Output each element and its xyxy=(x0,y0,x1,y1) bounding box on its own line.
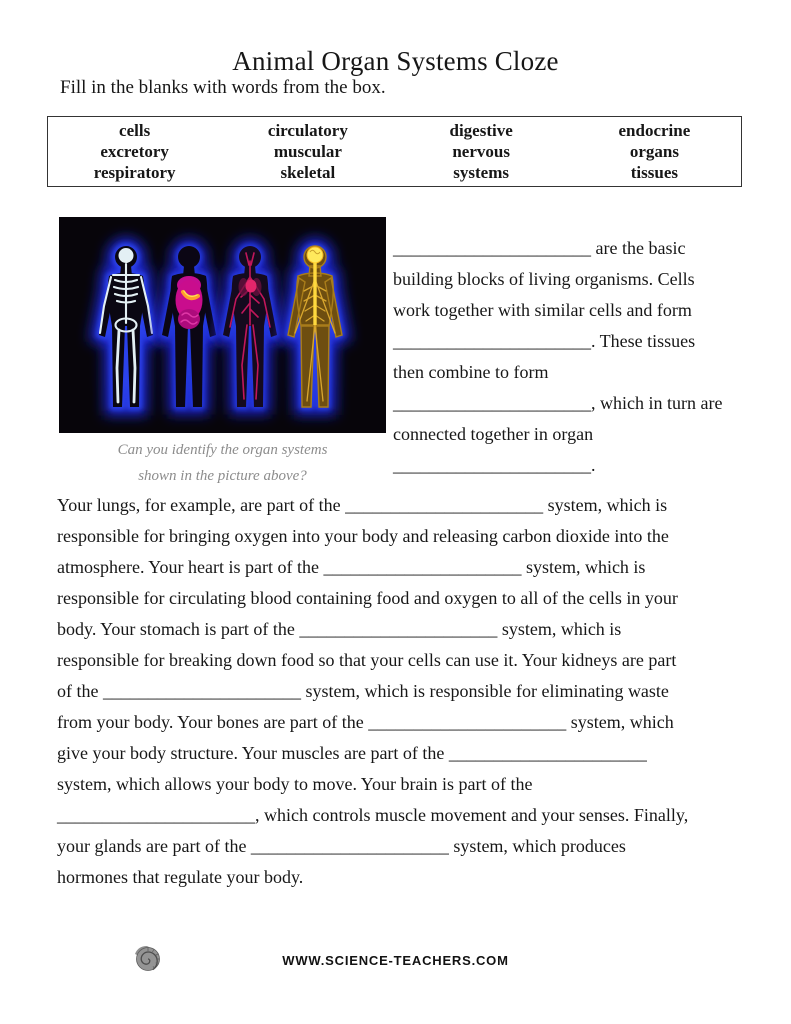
cloze-line: hormones that regulate your body. xyxy=(57,867,304,887)
cloze-line: from your body. Your bones are part of the ______________________ system, which xyxy=(57,712,674,732)
circulatory-system-figure xyxy=(223,246,277,407)
cloze-line: system, which allows your body to move. Your brain is part of the xyxy=(57,774,533,794)
cloze-line: body. Your stomach is part of the ______________________ system, which is xyxy=(57,619,622,639)
cloze-line: work together with similar cells and form xyxy=(393,300,692,320)
cloze-line: your glands are part of the ______________________ system, which produces xyxy=(57,836,626,856)
word-box-word: respiratory xyxy=(93,163,176,182)
cloze-line: connected together in organ xyxy=(393,424,594,444)
word-box-word: excretory xyxy=(100,142,169,161)
cloze-line: atmosphere. Your heart is part of the ______________________ system, which is xyxy=(57,557,646,577)
nervous-system-figure xyxy=(288,246,342,407)
cloze-line: give your body structure. Your muscles are part of the ______________________ xyxy=(57,743,647,763)
word-box xyxy=(47,116,742,187)
cloze-line: Your lungs, for example, are part of the ______________________ system, which is xyxy=(57,495,668,515)
figure-caption-line: shown in the picture above? xyxy=(138,468,307,484)
website-text: WWW.SCIENCE-TEACHERS.COM xyxy=(282,953,509,968)
cloze-line: ______________________, which in turn are xyxy=(393,393,723,413)
organ-systems-image xyxy=(59,217,386,433)
word-box-word: skeletal xyxy=(280,163,336,182)
organ-systems-figure-svg xyxy=(59,217,386,433)
word-box-word: muscular xyxy=(273,142,342,161)
cloze-line: responsible for breaking down food so that your cells can use it. Your kidneys are part xyxy=(57,650,677,670)
intro-paragraph xyxy=(393,233,722,481)
figure-caption xyxy=(59,437,386,489)
cloze-line: ______________________ are the basic xyxy=(393,238,686,258)
main-paragraph xyxy=(57,490,688,893)
cloze-line: responsible for bringing oxygen into your body and releasing carbon dioxide into the xyxy=(57,526,669,546)
cloze-line: of the ______________________ system, which is responsible for eliminating waste xyxy=(57,681,669,701)
skeletal-system-figure xyxy=(99,246,153,407)
word-box-word: digestive xyxy=(449,121,513,140)
cloze-line: responsible for circulating blood containing food and oxygen to all of the cells in your xyxy=(57,588,678,608)
word-box-word: endocrine xyxy=(618,121,691,140)
cloze-line: ______________________, which controls muscle movement and your senses. Finally, xyxy=(57,805,689,825)
word-box-word: tissues xyxy=(630,163,678,182)
page-title: Animal Organ Systems Cloze xyxy=(232,46,559,77)
word-box-column-2 xyxy=(221,120,394,183)
word-box-column-1 xyxy=(48,120,221,183)
cloze-line: then combine to form xyxy=(393,362,549,382)
instruction-text: Fill in the blanks with words from the box. xyxy=(60,77,386,98)
cloze-line: ______________________. These tissues xyxy=(393,331,696,351)
word-box-word: cells xyxy=(119,121,151,140)
word-box-column-3 xyxy=(395,120,568,183)
word-box-word: circulatory xyxy=(267,121,348,140)
digestive-system-figure xyxy=(162,246,216,407)
figure-caption-line: Can you identify the organ systems xyxy=(117,442,328,458)
word-box-word: nervous xyxy=(452,142,510,161)
word-box-word: organs xyxy=(629,142,679,161)
cloze-line: ______________________. xyxy=(393,455,596,475)
word-box-column-4 xyxy=(568,120,741,183)
cloze-line: building blocks of living organisms. Cells xyxy=(393,269,695,289)
word-box-word: systems xyxy=(453,163,509,182)
